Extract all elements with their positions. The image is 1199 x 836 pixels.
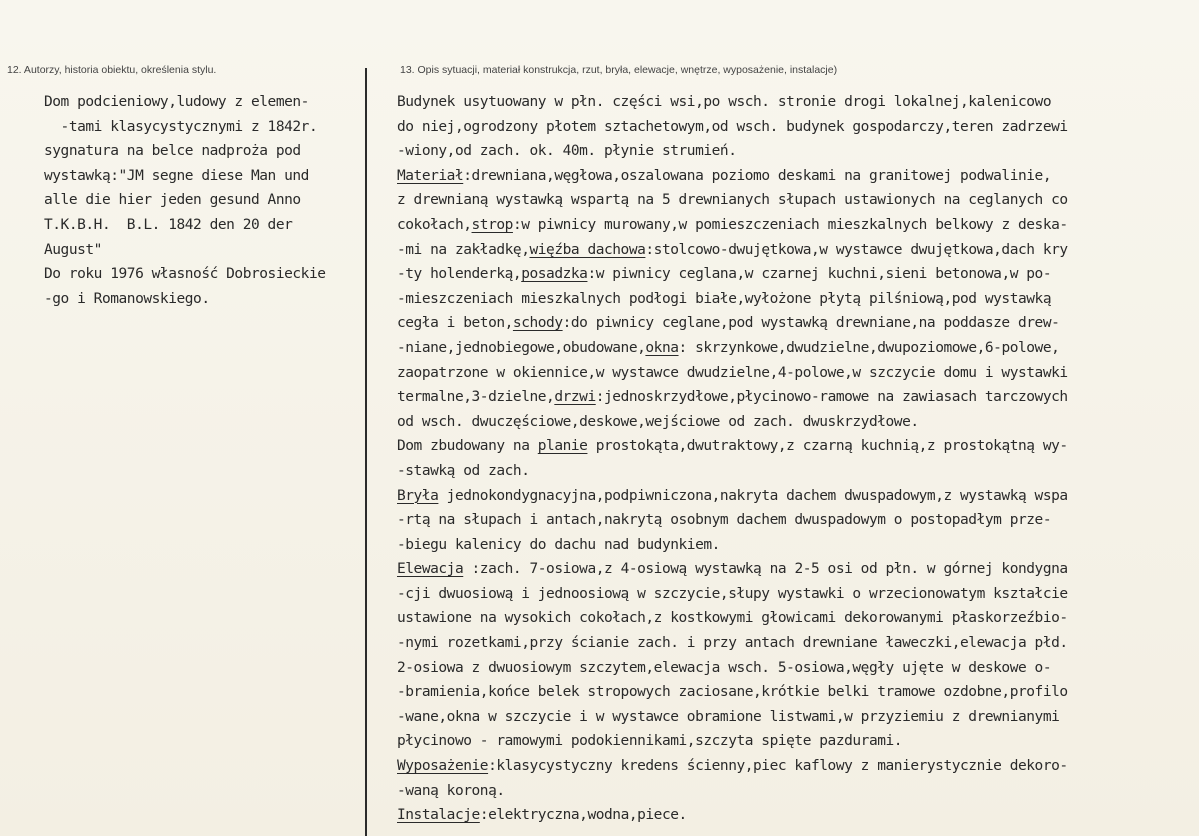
left-text-line: T.K.B.H. B.L. 1842 den 20 der — [44, 216, 293, 233]
right-text-line — [397, 262, 1197, 287]
right-text-line — [397, 90, 1197, 115]
right-text-line — [397, 213, 1197, 238]
right-text-line — [397, 754, 1197, 779]
left-text-line: sygnatura na belce nadproża pod — [44, 143, 301, 160]
section-keyword: posadzka — [521, 266, 588, 283]
right-text-line — [397, 656, 1197, 681]
text-segment: ustawione na wysokich cokołach,z kostkowymi głowicami dekorowanymi płaskorzeźbio- — [397, 610, 1068, 627]
right-text-line — [397, 287, 1197, 312]
text-segment: termalne,3-dzielne, — [397, 389, 555, 406]
right-text-line — [397, 779, 1197, 804]
left-column-header: 12. Autorzy, historia obiektu, określenia stylu. — [7, 64, 217, 76]
description-text-column — [397, 90, 1197, 828]
text-segment: -ty holenderką, — [397, 266, 522, 283]
text-segment: płycinowo - ramowymi podokiennikami,szczyta spięte pazdurami. — [397, 733, 903, 750]
right-text-line — [397, 188, 1197, 213]
left-text-line: -tami klasycystycznymi z 1842r. — [44, 118, 318, 135]
section-keyword: więźba dachowa — [529, 241, 646, 258]
left-text-line: -go i Romanowskiego. — [44, 290, 210, 307]
right-text-line — [397, 434, 1197, 459]
text-segment: -stawką od zach. — [397, 462, 530, 479]
text-segment: -nymi rozetkami,przy ścianie zach. i przy antach drewniane ławeczki,elewacja płd. — [397, 635, 1068, 652]
text-segment: :elektryczna,wodna,piece. — [479, 807, 687, 824]
section-keyword: Bryła — [397, 487, 439, 504]
right-text-line — [397, 582, 1197, 607]
right-text-line — [397, 729, 1197, 754]
text-segment: cegła i beton, — [397, 315, 513, 332]
text-segment: :jednoskrzydłowe,płycinowo-ramowe na zawiasach tarczowych — [595, 389, 1068, 406]
right-text-line — [397, 508, 1197, 533]
right-text-line — [397, 385, 1197, 410]
text-segment: :stolcowo-dwujętkowa,w wystawce dwujętkowa,dach kry — [645, 241, 1068, 258]
right-text-line — [397, 631, 1197, 656]
section-keyword: okna — [645, 339, 679, 356]
text-segment: -biegu kalenicy do dachu nad budynkiem. — [397, 536, 720, 553]
text-segment: prostokąta,dwutraktowy,z czarną kuchnią,z prostokątną wy- — [587, 438, 1068, 455]
text-segment: z drewnianą wystawką wspartą na 5 drewnianych słupach ustawionych na ceglanych co — [397, 192, 1068, 209]
right-text-line — [397, 705, 1197, 730]
right-text-line — [397, 164, 1197, 189]
section-keyword: drzwi — [554, 389, 596, 406]
right-text-line — [397, 680, 1197, 705]
right-text-line — [397, 336, 1197, 361]
text-segment: -wiony,od zach. ok. 40m. płynie strumień. — [397, 143, 737, 160]
text-segment: :drewniana,węgłowa,oszalowana poziomo deskami na granitowej podwalinie, — [463, 167, 1052, 184]
left-text-line: alle die hier jeden gesund Anno — [44, 192, 301, 209]
section-keyword: planie — [537, 438, 588, 455]
section-keyword: Instalacje — [397, 807, 480, 824]
text-segment: do niej,ogrodzony płotem sztachetowym,od wsch. budynek gospodarczy,teren zadrzewi — [397, 118, 1068, 135]
section-keyword: Elewacja — [397, 561, 464, 578]
section-keyword: Wyposażenie — [397, 758, 489, 775]
left-text-line: Do roku 1976 własność Dobrosieckie — [44, 266, 326, 283]
section-keyword: schody — [512, 315, 563, 332]
text-segment: jednokondygnacyjna,podpiwniczona,nakryta dachem dwuspadowym,z wystawką wspa — [438, 487, 1068, 504]
right-text-line — [397, 533, 1197, 558]
text-segment: :do piwnicy ceglane,pod wystawką drewniane,na poddasze drew- — [562, 315, 1060, 332]
text-segment: : skrzynkowe,dwudzielne,dwupoziomowe,6-polowe, — [678, 339, 1060, 356]
text-segment: 2-osiowa z dwuosiowym szczytem,elewacja wsch. 5-osiowa,węgły ujęte w deskowe o- — [397, 659, 1052, 676]
text-segment: -rtą na słupach i antach,nakrytą osobnym dachem dwuspadowym o postopadłym prze- — [397, 512, 1052, 529]
right-text-line — [397, 484, 1197, 509]
right-text-line — [397, 361, 1197, 386]
history-text-column — [44, 90, 364, 311]
section-keyword: strop — [471, 216, 513, 233]
right-text-line — [397, 803, 1197, 828]
text-segment: :w piwnicy ceglana,w czarnej kuchni,sieni betonowa,w po- — [587, 266, 1052, 283]
text-segment: zaopatrzone w okiennice,w wystawce dwudzielne,4-polowe,w szczycie domu i wystawki — [397, 364, 1068, 381]
text-segment: cokołach, — [397, 216, 472, 233]
column-divider — [365, 68, 367, 836]
text-segment: :zach. 7-osiowa,z 4-osiową wystawką na 2-5 osi od płn. w górnej kondygna — [463, 561, 1068, 578]
right-text-line — [397, 139, 1197, 164]
text-segment: -wane,okna w szczycie i w wystawce obramione listwami,w przyziemiu z drewnianymi — [397, 708, 1060, 725]
text-segment: :klasycystyczny kredens ścienny,piec kaflowy z manierystycznie dekoro- — [488, 758, 1068, 775]
right-text-line — [397, 459, 1197, 484]
right-text-line — [397, 238, 1197, 263]
left-text-line: Dom podcieniowy,ludowy z elemen- — [44, 94, 309, 110]
right-text-line — [397, 311, 1197, 336]
text-segment: od wsch. dwuczęściowe,deskowe,wejściowe od zach. dwuskrzydłowe. — [397, 413, 919, 430]
right-text-line — [397, 606, 1197, 631]
text-segment: -cji dwuosiową i jednoosiową w szczycie,słupy wystawki o wrzecionowatym kształcie — [397, 585, 1068, 602]
right-column-header: 13. Opis sytuacji, materiał konstrukcja, rzut, bryła, elewacje, wnętrze, wyposażenie, instalacje) — [400, 64, 838, 76]
text-segment: -bramienia,końce belek stropowych zaciosane,krótkie belki tramowe ozdobne,profilo — [397, 684, 1068, 701]
left-text-line: wystawką:"JM segne diese Man und — [44, 167, 309, 184]
right-text-line — [397, 115, 1197, 140]
section-keyword: Materiał — [397, 167, 464, 184]
text-segment: -waną koroną. — [397, 782, 505, 799]
text-segment: -mieszczeniach mieszkalnych podłogi białe,wyłożone płytą pilśniową,pod wystawką — [397, 290, 1052, 307]
text-segment: -niane,jednobiegowe,obudowane, — [397, 339, 646, 356]
left-text-line: August" — [44, 241, 102, 258]
text-segment: Budynek usytuowany w płn. części wsi,po wsch. stronie drogi lokalnej,kalenicowo — [397, 94, 1052, 110]
right-text-line — [397, 410, 1197, 435]
text-segment: Dom zbudowany na — [397, 438, 538, 455]
text-segment: :w piwnicy murowany,w pomieszczeniach mieszkalnych belkowy z deska- — [512, 216, 1068, 233]
text-segment: -mi na zakładkę, — [397, 241, 530, 258]
right-text-line — [397, 557, 1197, 582]
